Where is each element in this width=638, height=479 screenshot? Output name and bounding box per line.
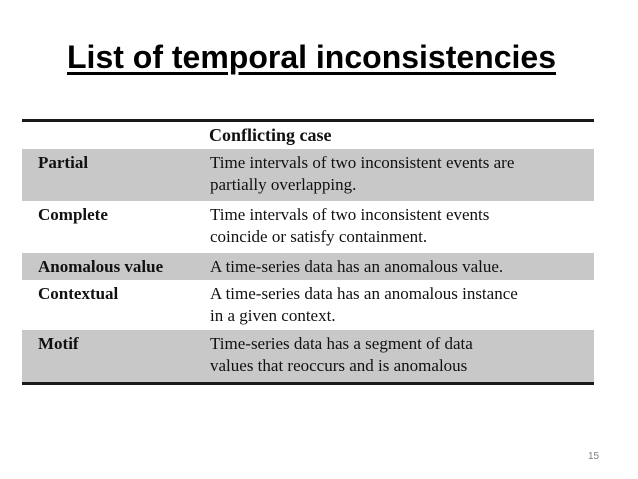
table-header-row [22,122,594,149]
row-name: Contextual [38,284,119,303]
table-row-contextual [22,280,594,330]
row-description-line: Time intervals of two inconsistent events [210,205,490,224]
row-description-line: A time-series data has an anomalous value. [210,257,504,276]
row-description-line: Time intervals of two inconsistent events are [210,153,515,172]
table-row-complete [22,201,594,253]
row-name: Complete [38,205,108,224]
row-description-line: partially overlapping. [210,175,357,194]
row-description [210,283,590,327]
table-bottom-rule [22,382,594,385]
row-description-line: in a given context. [210,306,336,325]
table-row-motif [22,330,594,382]
row-description-line: Time-series data has a segment of data [210,334,473,353]
row-description [210,152,590,196]
row-name: Partial [38,153,89,172]
inconsistency-table [22,119,594,385]
row-description [210,333,590,377]
row-description-line: coincide or satisfy containment. [210,227,428,246]
page-number: 15 [588,451,600,462]
row-description [210,204,590,248]
row-description-line: A time-series data has an anomalous instance [210,284,518,303]
header-conflicting-case: Conflicting case [209,125,332,145]
row-description-line: values that reoccurs and is anomalous [210,356,468,375]
row-description [210,256,590,278]
table-row-anomalous-value [22,253,594,280]
row-name: Anomalous value [38,257,164,276]
table-row-partial [22,149,594,201]
row-name: Motif [38,334,79,353]
slide-title: List of temporal inconsistencies [67,39,556,75]
